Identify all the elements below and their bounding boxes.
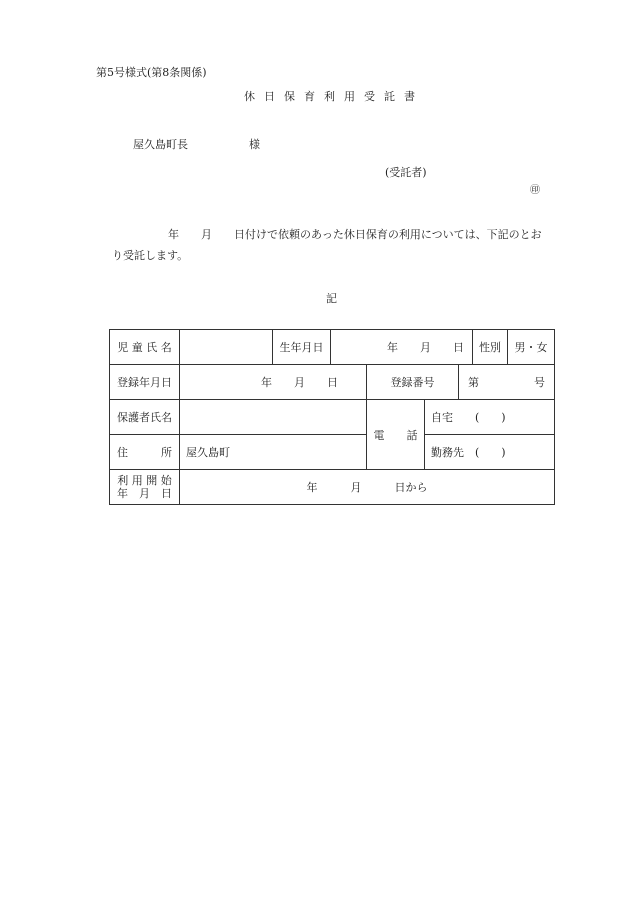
registration-number-field[interactable]: 第 号	[459, 365, 555, 400]
sex-label: 性別	[473, 330, 508, 365]
start-date-label-line-1: 利 用 開 始	[117, 474, 172, 487]
address-label: 住 所	[110, 435, 180, 470]
guardian-name-label: 保護者氏名	[110, 400, 180, 435]
phone-work-field[interactable]: 勤務先 ( )	[425, 435, 555, 470]
sex-field[interactable]: 男・女	[508, 330, 555, 365]
phone-home-field[interactable]: 自宅 ( )	[425, 400, 555, 435]
registration-date-field[interactable]: 年 月 日	[180, 365, 367, 400]
body-text-line-2: り受託します。	[112, 249, 189, 262]
birthdate-label: 生年月日	[273, 330, 331, 365]
start-date-label	[110, 470, 180, 505]
table-row-child	[110, 330, 555, 365]
phone-label: 電 話	[367, 400, 425, 470]
birthdate-field[interactable]: 年 月 日	[331, 330, 473, 365]
trustee-label: (受託者)	[385, 166, 427, 179]
addressee-honorific: 様	[249, 138, 260, 151]
table-row-registration	[110, 365, 555, 400]
document-title: 休日保育利用受託書	[244, 90, 424, 103]
form-number: 第5号様式(第8条関係)	[96, 66, 207, 79]
seal-icon: ㊞	[530, 185, 540, 196]
entrustment-table	[109, 329, 555, 505]
body-text-line-1: 年 月 日付けで依頼のあった休日保育の利用については、下記のとお	[168, 228, 542, 241]
start-date-label-line-2: 年 月 日	[117, 487, 172, 500]
table-row-address	[110, 435, 555, 470]
guardian-name-field[interactable]	[180, 400, 367, 435]
child-name-label: 児 童 氏 名	[110, 330, 180, 365]
addressee-name: 屋久島町長	[133, 138, 188, 151]
address-field[interactable]: 屋久島町	[180, 435, 367, 470]
table-row-guardian	[110, 400, 555, 435]
registration-date-label: 登録年月日	[110, 365, 180, 400]
ki-heading: 記	[326, 292, 337, 305]
child-name-field[interactable]	[180, 330, 273, 365]
table-row-start-date	[110, 470, 555, 505]
start-date-field[interactable]: 年 月 日から	[180, 470, 555, 505]
registration-number-label: 登録番号	[367, 365, 459, 400]
